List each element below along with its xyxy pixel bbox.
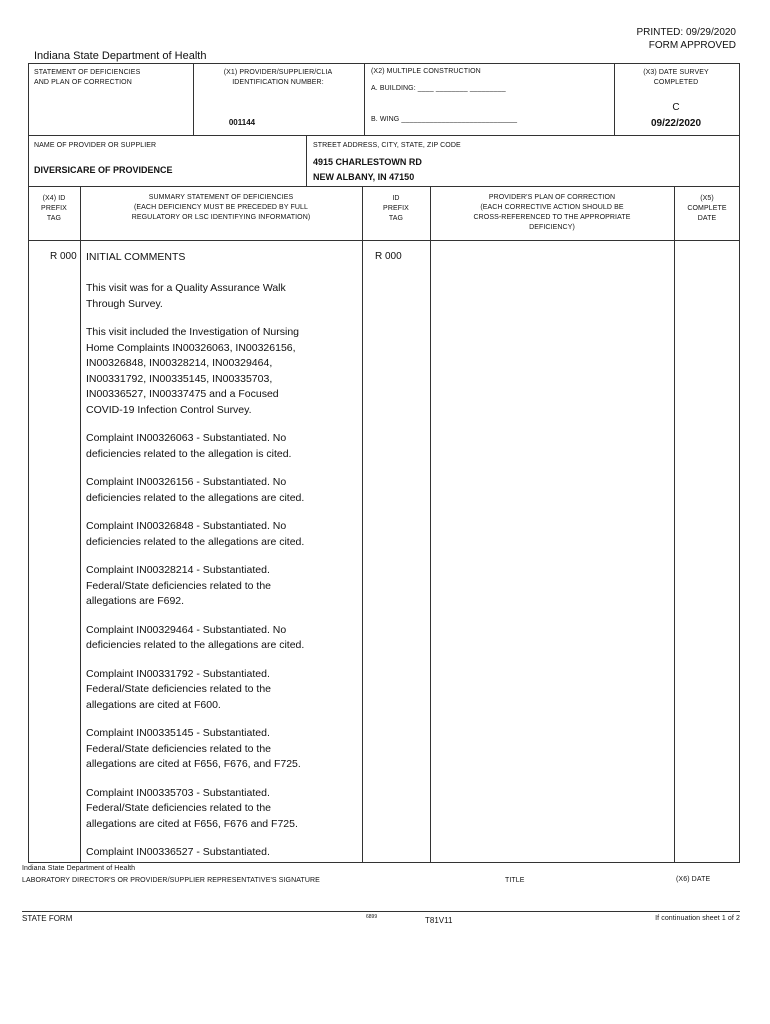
address-label: STREET ADDRESS, CITY, STATE, ZIP CODE: [313, 142, 461, 149]
paragraph: Complaint IN00331792 - Substantiated. Federal/State deficiencies related to the allegations are cited at F600.: [86, 667, 272, 711]
form-approved: FORM APPROVED: [648, 40, 736, 51]
paragraph: Complaint IN00326063 - Substantiated. No deficiencies related to the allegation is cited.: [86, 432, 292, 460]
printed-date: PRINTED: 09/29/2020: [636, 27, 736, 38]
row-title: INITIAL COMMENTS: [86, 251, 186, 263]
date-label: (X6) DATE: [676, 876, 711, 883]
provider-name: DIVERSICARE OF PROVIDENCE: [34, 165, 173, 175]
col-id: ID PREFIX TAG: [383, 195, 409, 222]
statement-label: STATEMENT OF DEFICIENCIES AND PLAN OF CORRECTION: [34, 69, 141, 86]
title-label: TITLE: [505, 877, 525, 884]
paragraph: This visit included the Investigation of Nursing Home Complaints IN00326063, IN00326156, IN00326848, IN00328214, IN00329464, IN00331792, IN00335145, IN00335703, IN00336527, IN00337475 and a Focused COVID-19 Infection Control Survey.: [86, 326, 300, 416]
paragraph: Complaint IN00326156 - Substantiated. No deficiencies related to the allegations are cited.: [86, 476, 305, 504]
col-x5: (X5) COMPLETE DATE: [687, 195, 727, 222]
continuation: If continuation sheet 1 of 2: [655, 915, 740, 922]
summary-body: [86, 281, 354, 874]
paragraph: Complaint IN00326848 - Substantiated. No deficiencies related to the allegations are cited.: [86, 520, 305, 548]
footer-agency: Indiana State Department of Health: [22, 865, 136, 872]
x3-date: 09/22/2020: [650, 118, 702, 129]
provider-name-label: NAME OF PROVIDER OR SUPPLIER: [34, 142, 157, 149]
signature-label: LABORATORY DIRECTOR'S OR PROVIDER/SUPPLIER REPRESENTATIVE'S SIGNATURE: [22, 877, 320, 884]
paragraph: This visit was for a Quality Assurance Walk Through Survey.: [86, 282, 286, 310]
col-plan: PROVIDER'S PLAN OF CORRECTION (EACH CORRECTIVE ACTION SHOULD BE CROSS-REFERENCED TO THE APPROPRIATE DEFICIENCY): [473, 194, 631, 231]
address-line2: NEW ALBANY, IN 47150: [313, 172, 415, 182]
paragraph: Complaint IN00335703 - Substantiated. Federal/State deficiencies related to the allegations are cited at F656, F676 and F725.: [86, 786, 298, 830]
x3-letter: C: [672, 102, 680, 113]
form-code: 6899: [366, 914, 378, 920]
x3-label: (X3) DATE SURVEY COMPLETED: [643, 69, 709, 86]
state-form: STATE FORM: [22, 914, 73, 923]
x1-value: 001144: [228, 118, 256, 127]
paragraph: Complaint IN00335145 - Substantiated. Federal/State deficiencies related to the allegations are cited at F656, F676, and F725.: [86, 727, 301, 770]
agency-title: Indiana State Department of Health: [34, 50, 207, 62]
tag-right: R 000: [375, 251, 402, 262]
x1-label: (X1) PROVIDER/SUPPLIER/CLIA IDENTIFICATION NUMBER:: [223, 69, 333, 86]
col-x4: (X4) ID PREFIX TAG: [41, 195, 67, 222]
paragraph: Complaint IN00336527 - Substantiated.: [86, 846, 270, 858]
header-meta: [637, 26, 737, 52]
building-line: A. BUILDING: ____ ________ _________: [371, 85, 506, 92]
paragraph: Complaint IN00328214 - Substantiated. Federal/State deficiencies related to the allegations are F692.: [86, 564, 272, 607]
paragraph: Complaint IN00329464 - Substantiated. No deficiencies related to the allegations are cited.: [86, 623, 305, 651]
col-summary: SUMMARY STATEMENT OF DEFICIENCIES (EACH DEFICIENCY MUST BE PRECEDED BY FULL REGULATORY OR LSC IDENTIFYING INFORMATION): [131, 194, 311, 221]
wing-line: B. WING _____________________________: [371, 116, 518, 123]
event-id: T81V11: [425, 916, 453, 925]
x2-label: (X2) MULTIPLE CONSTRUCTION: [371, 68, 481, 75]
tag-left: R 000: [50, 251, 77, 262]
address-line1: 4915 CHARLESTOWN RD: [313, 157, 422, 167]
